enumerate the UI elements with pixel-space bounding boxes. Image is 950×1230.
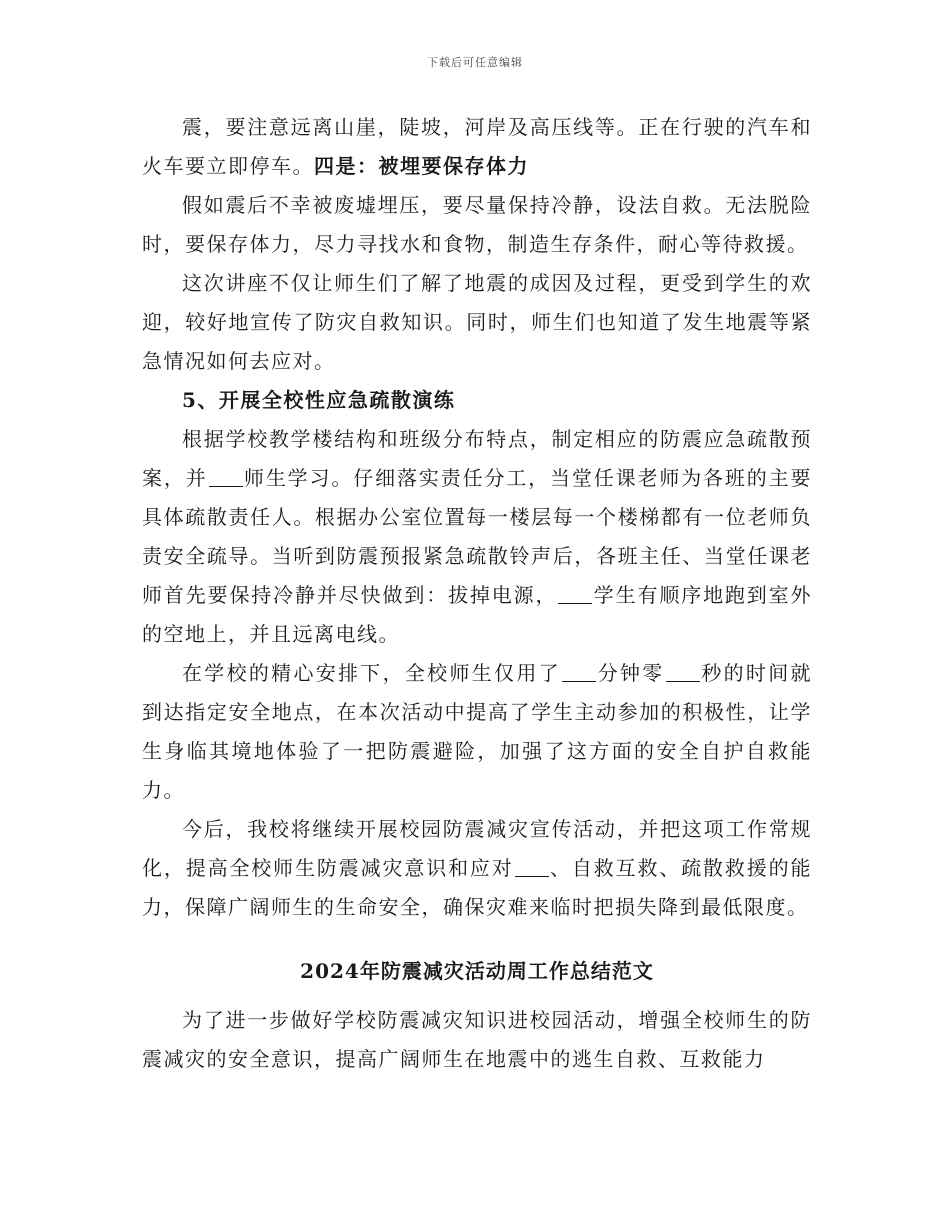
paragraph-1-text: 震，要注意远离山崖，陡坡，河岸及高压线等。正在行驶的汽车和火车要立即停车。 bbox=[142, 115, 812, 178]
blank-line bbox=[209, 466, 243, 487]
paragraph-5 bbox=[142, 654, 812, 810]
paragraph-6 bbox=[142, 810, 812, 927]
paragraph-6-text-b: 、自救互救、疏散救援的能力，保障广阔师生的生命安全，确保灾难来临时把损失降到最低限度。 bbox=[142, 856, 813, 919]
document-body bbox=[142, 108, 812, 1079]
paragraph-5-text-c: 秒的时间就到达指定安全地点，在本次活动中提高了学生主动参加的积极性，让学生身临其境地体验了一把防震避险，加强了这方面的安全自护自救能力。 bbox=[142, 661, 813, 802]
section-5-heading: 5、开展全校性应急疏散演练 bbox=[182, 388, 456, 412]
paragraph-6-text-a: 今后，我校将继续开展校园防震减灾宣传活动，并把这项工作常规化，提高全校师生防震减灾意识和应对 bbox=[142, 817, 812, 880]
paragraph-1 bbox=[142, 108, 812, 186]
paragraph-4-text-b: 师生学习。仔细落实责任分工，当堂任课老师为各班的主要具体疏散责任人。根据办公室位置每一楼层每一个楼梯都有一位老师负责安全疏导。当听到防震预报紧急疏散铃声后，各班主任、当堂任课老师首先要保持冷静并尽快做到：拔掉电源， bbox=[142, 466, 813, 607]
paragraph-3: 这次讲座不仅让师生们了解了地震的成因及过程，更受到学生的欢迎，较好地宣传了防灾自救知识。同时，师生们也知道了发生地震等紧急情况如何去应对。 bbox=[142, 271, 812, 373]
blank-line bbox=[515, 856, 549, 877]
section-four-heading: 四是：被埋要保存体力 bbox=[314, 154, 529, 178]
blank-line bbox=[558, 583, 592, 604]
paragraph-4-text-c: 学生有顺序地跑到室外的空地上，并且远离电线。 bbox=[142, 583, 813, 646]
document-title: 2024年防震减灾活动周工作总结范文 bbox=[300, 959, 654, 983]
paragraph-5-text-b: 分钟零 bbox=[596, 661, 665, 685]
paragraph-2: 假如震后不幸被废墟埋压，要尽量保持冷静，设法自救。无法脱险时，要保存体力，尽力寻找水和食物，制造生存条件，耐心等待救援。 bbox=[142, 193, 812, 256]
paragraph-5-text-a: 在学校的精心安排下，全校师生仅用了 bbox=[182, 661, 561, 685]
paragraph-7: 为了进一步做好学校防震减灾知识进校园活动，增强全校师生的防震减灾的安全意识，提高广阔师生在地震中的逃生自救、互救能力 bbox=[142, 1008, 812, 1071]
page-header: 下载后可任意编辑 bbox=[427, 56, 523, 69]
paragraph-4-text-a: 根据学校教学楼结构和班级分布特点，制定相应的防震应急疏散预案，并 bbox=[142, 427, 812, 490]
blank-line bbox=[562, 661, 596, 682]
paragraph-4 bbox=[142, 420, 812, 654]
blank-line bbox=[666, 661, 700, 682]
